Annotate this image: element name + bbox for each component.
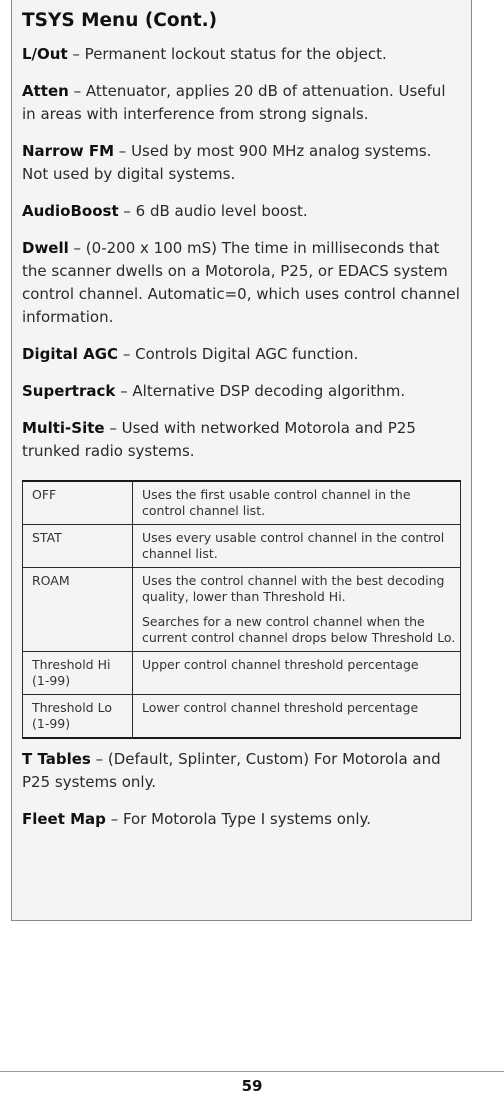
table-row (23, 481, 461, 525)
entry-term: Fleet Map (22, 810, 106, 828)
table-value: Uses the first usable control channel in the control channel list. (133, 481, 461, 525)
multi-site-table (22, 480, 461, 739)
section-title: TSYS Menu (Cont.) (22, 10, 218, 31)
entry-dwell (22, 237, 461, 329)
entry-term: T Tables (22, 750, 91, 768)
entry-term: Dwell (22, 239, 69, 257)
table-key: Threshold Lo (1-99) (23, 695, 133, 739)
entry-desc: – 6 dB audio level boost. (118, 202, 308, 220)
table-row (23, 695, 461, 739)
entry-term: Supertrack (22, 382, 116, 400)
entry-t-tables (22, 748, 461, 794)
entry-term: Multi-Site (22, 419, 105, 437)
entry-fleet-map (22, 808, 461, 831)
entry-desc: – (0-200 x 100 mS) The time in milliseconds that the scanner dwells on a Motorola, P25, or EDACS system control channel. Automatic=0, which uses control channel information. (22, 239, 460, 326)
table-key: Threshold Hi (1-99) (23, 652, 133, 695)
tsys-menu-panel (11, 0, 472, 921)
entry-term: AudioBoost (22, 202, 119, 220)
table-row (23, 568, 461, 652)
entry-multi-site (22, 417, 461, 463)
table-value: Uses every usable control channel in the control channel list. (133, 525, 461, 568)
table-key: ROAM (23, 568, 133, 652)
entry-atten (22, 80, 461, 126)
table-key: OFF (23, 481, 133, 525)
table-row (23, 652, 461, 695)
entry-narrow-fm (22, 140, 461, 186)
table-key: STAT (23, 525, 133, 568)
entry-term: Digital AGC (22, 345, 119, 363)
entry-desc: – Permanent lockout status for the object. (67, 45, 387, 63)
footer-divider (0, 1071, 504, 1072)
entry-digital-agc (22, 343, 461, 366)
entry-audioboost (22, 200, 461, 223)
entry-term: L/Out (22, 45, 68, 63)
table-value: Upper control channel threshold percentage (133, 652, 461, 695)
entry-desc: – Used with networked Motorola and P25 trunked radio systems. (22, 419, 416, 460)
entry-desc: – Attenuator, applies 20 dB of attenuation. Useful in areas with interference from strong signals. (22, 82, 446, 123)
table-value-secondary: Searches for a new control channel when the current control channel drops below Threshold Lo. (142, 614, 456, 645)
entry-desc: – Controls Digital AGC function. (118, 345, 359, 363)
entry-desc: – For Motorola Type I systems only. (105, 810, 372, 828)
entry-term: Atten (22, 82, 69, 100)
page-number: 59 (241, 1077, 263, 1095)
entry-desc: – Used by most 900 MHz analog systems. Not used by digital systems. (22, 142, 432, 183)
table-value: Uses the control channel with the best decoding quality, lower than Threshold Hi. (142, 573, 445, 604)
entry-term: Narrow FM (22, 142, 115, 160)
entry-desc: – (Default, Splinter, Custom) For Motorola and P25 systems only. (22, 750, 441, 791)
table-value-cell (133, 568, 461, 652)
entry-lout (22, 43, 461, 66)
entry-supertrack (22, 380, 461, 403)
entry-desc: – Alternative DSP decoding algorithm. (115, 382, 406, 400)
table-value: Lower control channel threshold percentage (133, 695, 461, 739)
table-row (23, 525, 461, 568)
